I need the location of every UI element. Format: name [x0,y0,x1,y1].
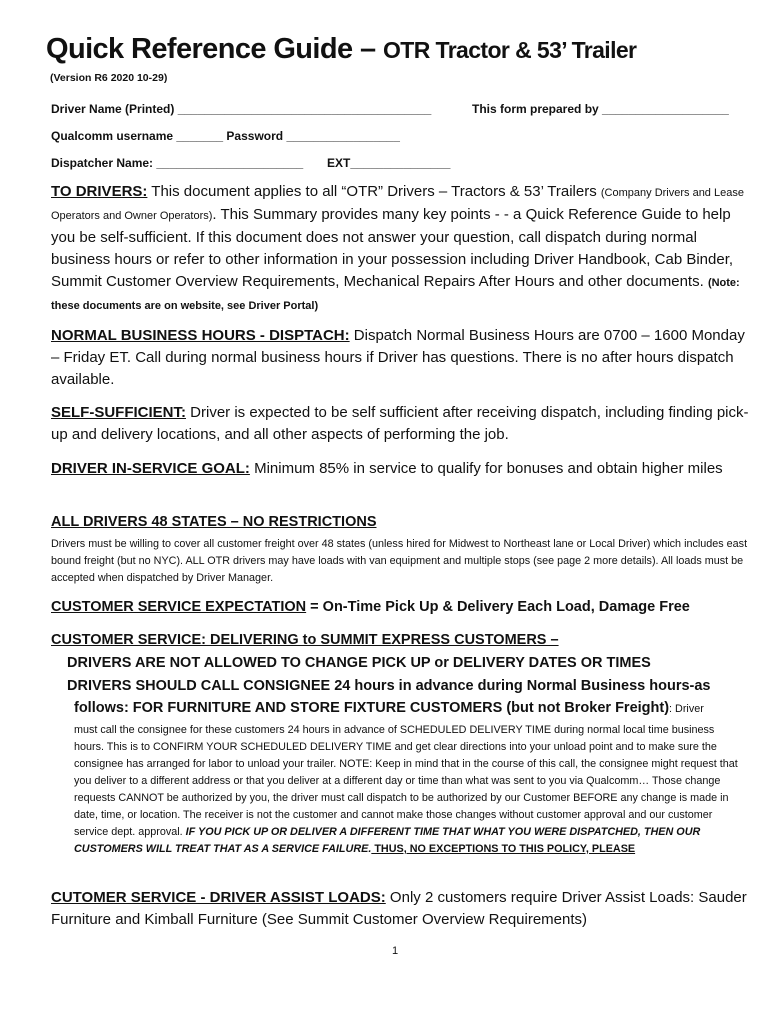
all-drivers-text: Drivers must be willing to cover all customer freight over 48 states (unless hired for Midwest to Northeast lane or Local Driver) which includes east bound freight (but no NYC). ALL OTR drivers may have loads with van equipment and multiple stops (see page 2 more details). All loads must be accepted when dispatched by Driver Manager. [51,538,748,584]
self-sufficient-text: Driver is expected to be self sufficient after receiving dispatch, including finding pick-up and delivery locations, and all other aspects of performing the job. [51,404,749,443]
ext-field: EXT_______________ [327,156,451,170]
to-drivers-text1: This document applies to all “OTR” Drivers – Tractors & 53’ Trailers [147,183,601,200]
page-title [46,33,636,66]
cs-delivering-line3: follows: FOR FURNITURE AND STORE FIXTURE CUSTOMERS (but not Broker Freight): Driver [74,700,704,716]
cs-delivering-line2: DRIVERS SHOULD CALL CONSIGNEE 24 hours in advance during Normal Business hours-as [67,678,711,694]
driver-assist-text: Only 2 customers require Driver Assist Loads: Sauder Furniture and Kimball Furniture (See Summit Customer Overview Requirements) [51,889,747,928]
driver-name-field: Driver Name (Printed) ______________________________________ [51,102,432,116]
business-hours-section [51,325,751,391]
to-drivers-heading: TO DRIVERS: [51,183,148,200]
driver-assist-heading: CUTOMER SERVICE - DRIVER ASSIST LOADS: [51,889,386,906]
title-sub: OTR Tractor & 53’ Trailer [382,37,637,63]
to-drivers-text2: . This Summary provides many key points - - a Quick Reference Guide to help you be self-sufficient. If this document does not answer your question, call dispatch during normal business hours or refer to other information in your possession including Driver Handbook, Cab Binder, Summit Customer Overview Requirements, Mechanical Repairs After Hours and other documents. [51,206,734,290]
cs-expectation-line [51,599,690,615]
cs-delivering-line1: DRIVERS ARE NOT ALLOWED TO CHANGE PICK UP or DELIVERY DATES OR TIMES [67,655,651,671]
cs-expectation-heading: CUSTOMER SERVICE EXPECTATION [51,599,307,615]
cs-delivering-detail-text: must call the consignee for these customers 24 hours in advance of SCHEDULED DELIVERY TIME during normal local time business hours. This is to CONFIRM YOUR SCHEDULED DELIVERY TIME and get clear directions into your unload point and to make sure the consignee has arranged for labor to unload your trailer. NOTE: Keep in mind that in the course of this call, the consignee might request that you deliver to a different address or that you deliver at a different day or time than what was sent to you via Qualcomm… Those change requests CANNOT be authorized by you, the driver must call dispatch to be authorized by our Customer BEFORE any change is made in date, time, or location. The receiver is not the customer and cannot make those changes without customer approval and our customer service dept. approval. [74,724,738,838]
driver-assist-section [51,887,751,931]
business-hours-heading: NORMAL BUSINESS HOURS - DISPTACH: [51,327,350,344]
to-drivers-section [51,181,751,317]
cs-delivering-heading: CUSTOMER SERVICE: DELIVERING to SUMMIT EXPRESS CUSTOMERS – [51,632,559,648]
page-number: 1 [392,945,399,957]
to-drivers-note: (Note: these documents are on website, see Driver Portal) [51,277,740,312]
cs-delivering-no-exceptions: THUS, NO EXCEPTIONS TO THIS POLICY, PLEASE [371,843,636,855]
in-service-heading: DRIVER IN-SERVICE GOAL: [51,460,250,477]
cs-delivering-line3-tail: : Driver [669,703,704,715]
to-drivers-small: (Company Drivers and Lease Operators and Owner Operators) [51,187,744,222]
in-service-section [51,458,751,480]
in-service-text: Minimum 85% in service to qualify for bonuses and obtain higher miles [249,460,723,477]
cs-delivering-warning: IF YOU PICK UP OR DELIVER A DIFFERENT TIME THAT WHAT YOU WERE DISPATCHED, THEN OUR CUSTOMERS WILL TREAT THAT AS A SERVICE FAILURE. [74,826,701,855]
self-sufficient-section [51,402,751,446]
self-sufficient-heading: SELF-SUFFICIENT: [51,404,186,421]
qualcomm-field: Qualcomm username _______ Password _________________ [51,129,400,143]
cs-delivering-detail [74,722,744,858]
version-label: (Version R6 2020 10-29) [50,72,168,84]
business-hours-text: Dispatch Normal Business Hours are 0700 – 1600 Monday – Friday ET. Call during normal business hours if Driver has questions. There is no after hours dispatch available. [51,327,745,388]
all-drivers-heading: ALL DRIVERS 48 STATES – NO RESTRICTIONS [51,514,377,530]
cs-expectation-text: = On-Time Pick Up & Delivery Each Load, Damage Free [306,599,690,615]
prepared-by-field: This form prepared by ___________________ [472,102,729,116]
title-main: Quick Reference Guide – [46,33,383,65]
dispatcher-field: Dispatcher Name: ______________________ [51,156,304,170]
